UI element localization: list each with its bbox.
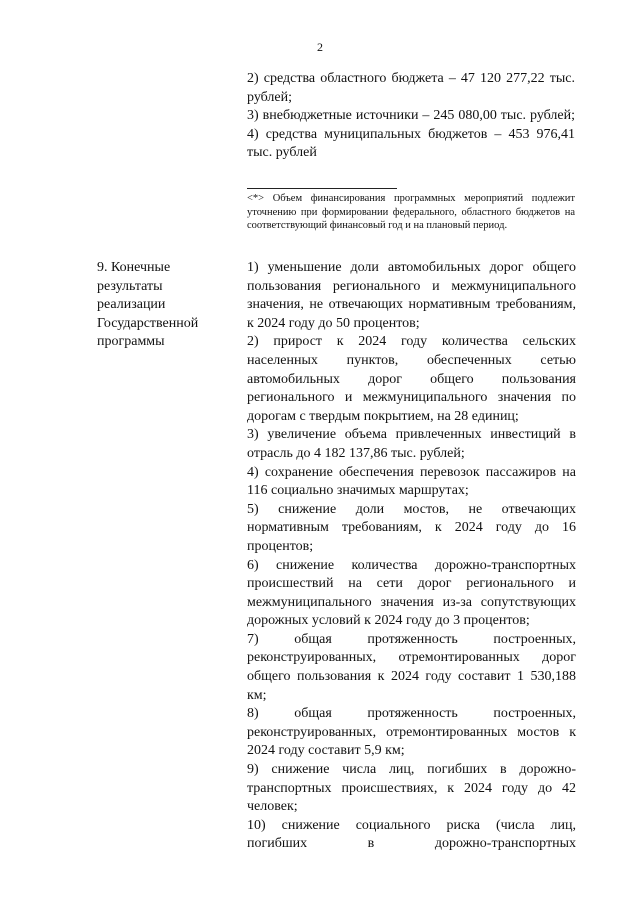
section-9-results [247, 259, 576, 854]
section-label-line: 9. Конечные [97, 260, 171, 275]
section-label-line: программы [97, 334, 165, 349]
result-item-3: 3) увеличение объема привлеченных инвестиций в отрасль до 4 182 137,86 тыс. рублей; [247, 427, 576, 461]
result-item-8: 8) общая протяженность построенных, реконструированных, отремонтированных мостов к 2024 году составит 5,9 км; [247, 706, 576, 759]
result-item-10: 10) снижение социального риска (числа лиц, погибших в дорожно-транспортных [247, 817, 576, 852]
funding-sources [247, 70, 575, 163]
result-item-4: 4) сохранение обеспечения перевозок пассажиров на 116 социально значимых маршрутах; [247, 464, 576, 499]
result-item-5: 5) снижение доли мостов, не отвечающих нормативным требованиям, к 2024 году до 16 процентов; [247, 501, 576, 554]
section-9-label [97, 259, 222, 352]
footnote-divider [247, 188, 397, 189]
funding-item-extrabudgetary: 3) внебюджетные источники – 245 080,00 тыс. рублей; [247, 108, 575, 123]
result-item-2: 2) прирост к 2024 году количества сельских населенных пунктов, обеспеченных сетью автомобильных дорог общего пользования регионального и межмуниципального значения по дорогам с твердым покрытием, на 28 единиц; [247, 334, 576, 424]
result-item-7: 7) общая протяженность построенных, реконструированных, отремонтированных дорог общего пользования к 2024 году составит 1 530,188 км; [247, 631, 576, 703]
footnote: <*> Объем финансирования программных мероприятий подлежит уточнению при формировании федерального, областного бюджетов на соответствующий финансовый год и на плановый период. [247, 193, 575, 231]
section-label-line: реализации [97, 297, 166, 312]
section-label-line: результаты [97, 278, 163, 294]
result-item-9: 9) снижение числа лиц, погибших в дорожно-транспортных происшествиях, к 2024 году до 42 человек; [247, 762, 576, 815]
result-item-6: 6) снижение количества дорожно-транспортных происшествий на сети дорог регионального и межмуниципального значения из-за сопутствующих дорожных условий к 2024 году до 3 процентов; [247, 557, 576, 629]
section-label-line: Государственной [97, 315, 199, 331]
page-number: 2 [317, 40, 323, 54]
funding-item-municipal: 4) средства муниципальных бюджетов – 453 976,41 тыс. рублей [247, 126, 575, 160]
funding-item-regional: 2) средства областного бюджета – 47 120 277,22 тыс. рублей; [247, 71, 575, 105]
result-item-1: 1) уменьшение доли автомобильных дорог общего пользования регионального и межмуниципального значения, не отвечающих нормативным требованиям, к 2024 году до 50 процентов; [247, 260, 576, 331]
